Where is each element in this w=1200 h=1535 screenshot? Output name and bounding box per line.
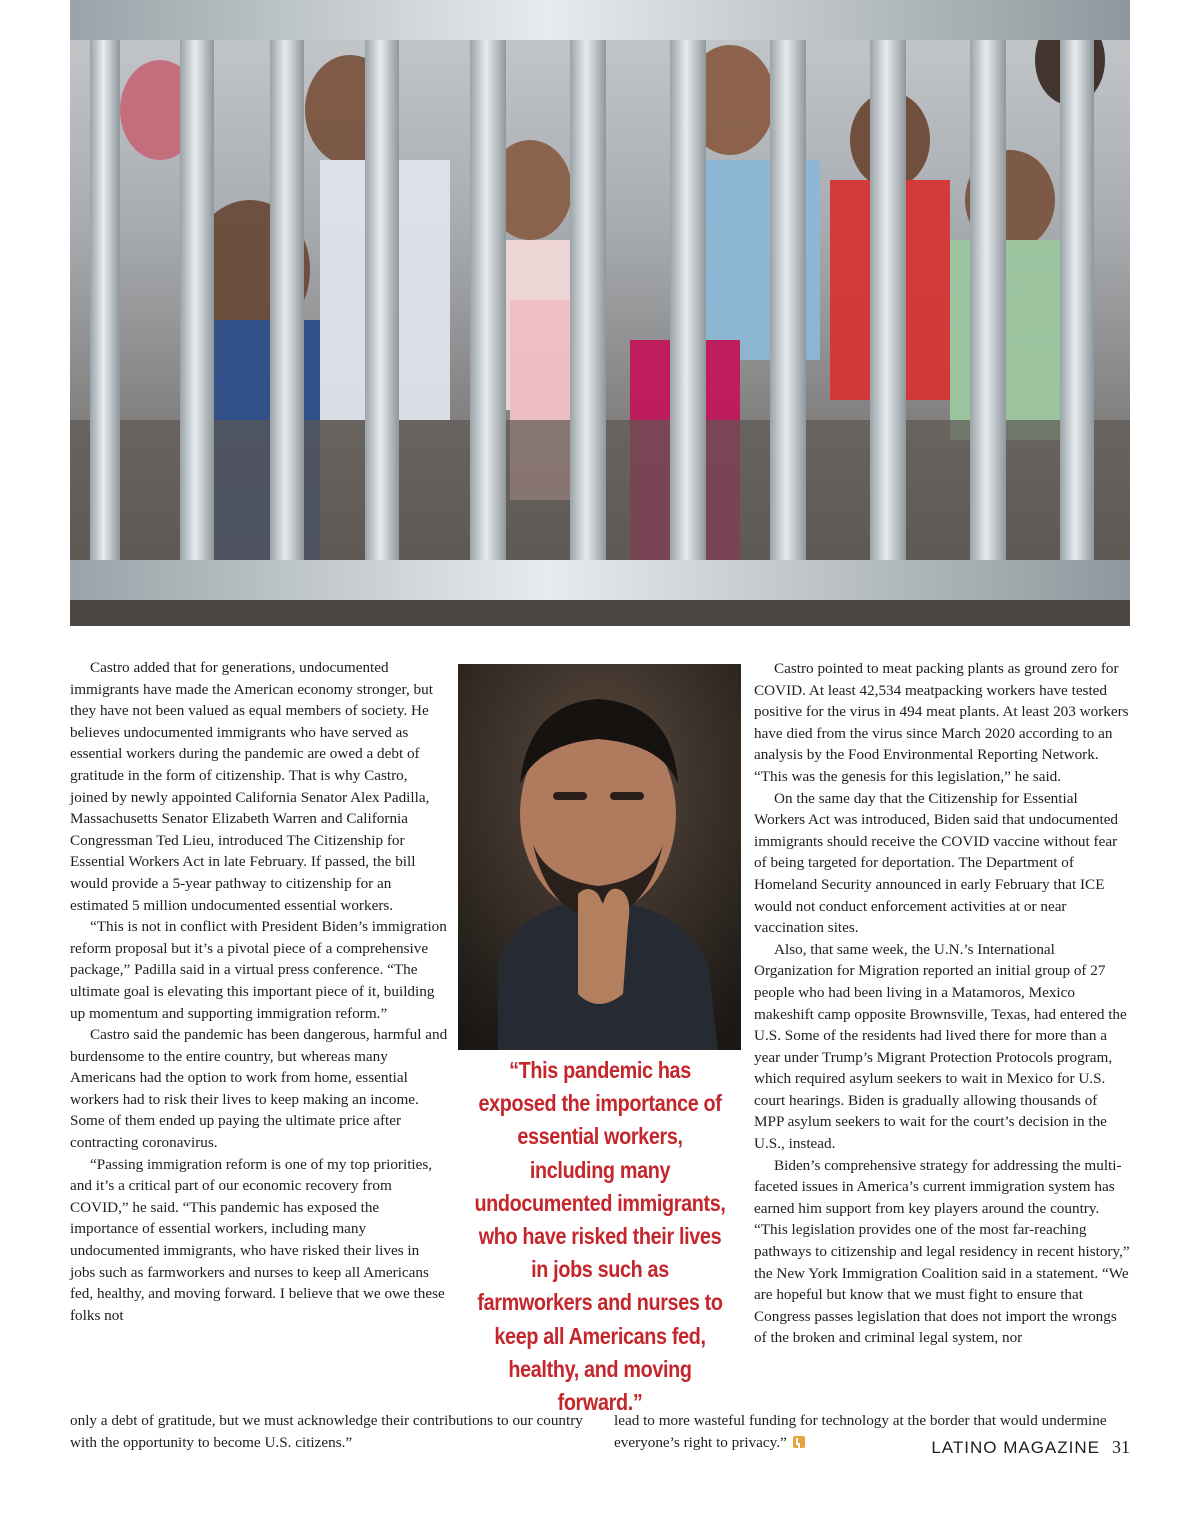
photo-children-behind-fence — [70, 0, 1130, 626]
paragraph: Also, that same week, the U.N.’s International Organization for Migration reported an initial group of 27 people who had been living in a Matamoros, Mexico makeshift camp opposite Brownsville, Texas, had entered the U.S. Some of the residents had lived there for more than a year under Trump’s Migrant Protection Protocols program, which required asylum seekers to wait in Mexico for U.S. court hearings. Biden is gradually allowing thousands of MPP asylum seekers to wait for the court’s decision in the U.S., instead. — [754, 940, 1127, 1153]
paragraph: “Passing immigration reform is one of my top priorities, and it’s a critical part of our economic recovery from COVID,” he said. “This pandemic has exposed the importance of essential workers, including many undocumented immigrants, who have risked their lives in jobs such as farmworkers and nurses to keep all Americans fed, healthy, and moving forward. I believe that we owe these folks not — [70, 1155, 445, 1324]
paragraph: On the same day that the Citizenship for Essential Workers Act was introduced, Biden said that undocumented immigrants should receive the COVID vaccine without fear of being targeted for deportation. The Department of Homeland Security announced in early February that ICE would not conduct enforcement activities at or near vaccination sites. — [754, 789, 1119, 937]
paragraph: Biden’s comprehensive strategy for addressing the multi-faceted issues in America’s current immigration system has earned him support from key players around the country. “This legislation provides one of the most far-reaching pathways to citizenship and legal residency in recent history,” the New York Immigration Coalition said in a statement. “We are hopeful but know that we must fight to ensure that Congress passes legislation that does not import the wrongs of the broken and criminal legal system, nor — [754, 1156, 1130, 1347]
paragraph-text: lead to more wasteful funding for technology at the border that would undermine everyone’s right to privacy.” — [614, 1412, 1107, 1451]
paragraph: “This is not in conflict with President Biden’s immigration reform proposal but it’s a pivotal piece of a comprehensive package,” Padilla said in a virtual press conference. “The ultimate goal is elevating this important piece of it, building up momentum and supporting immigration reform.” — [70, 918, 447, 1022]
page-number: 31 — [1112, 1437, 1130, 1457]
photo-joaquin-castro-portrait — [458, 664, 741, 1050]
paragraph: Castro said the pandemic has been dangerous, harmful and burdensome to the entire country, but whereas many Americans had the option to work from home, essential workers had to risk their lives to keep making an income. Some of them ended up paying the ultimate price after contracting coronavirus. — [70, 1026, 448, 1152]
magazine-name: LATINO MAGAZINE — [931, 1438, 1100, 1457]
paragraph: Castro pointed to meat packing plants as ground zero for COVID. At least 42,534 meatpacking workers have tested positive for the virus in 494 meat plants. At least 203 workers have died from the virus since March 2020 according to an analysis by the Food Environmental Reporting Network. “This was the genesis for this legislation,” he said. — [754, 660, 1129, 785]
paragraph: only a debt of gratitude, but we must acknowledge their contributions to our country with the opportunity to become U.S. citizens.” — [70, 1412, 583, 1451]
page-footer — [931, 1437, 1130, 1458]
article-left-column — [70, 657, 448, 1326]
paragraph: Castro added that for generations, undocumented immigrants have made the American economy stronger, but they have not been valued as equal members of society. He believes undocumented immigrants who have served as essential workers during the pandemic are owed a debt of gratitude in the form of citizenship. That is why Castro, joined by newly appointed California Senator Alex Padilla, Massachusetts Senator Elizabeth Warren and California Congressman Ted Lieu, introduced The Citizenship for Essential Workers Act in late February. If passed, the bill would provide a 5-year pathway to citizenship for an estimated 5 million undocumented essential workers. — [70, 659, 433, 914]
latino-magazine-end-mark-icon — [793, 1436, 805, 1448]
article-right-column — [754, 658, 1130, 1349]
article-left-continuation — [70, 1410, 600, 1453]
pull-quote: “This pandemic has exposed the importance of essential workers, including many undocumented immigrants, who have risked their lives in jobs such as farmworkers and nurses to keep all Americans fed, healthy, and moving forward.” — [474, 1057, 726, 1416]
